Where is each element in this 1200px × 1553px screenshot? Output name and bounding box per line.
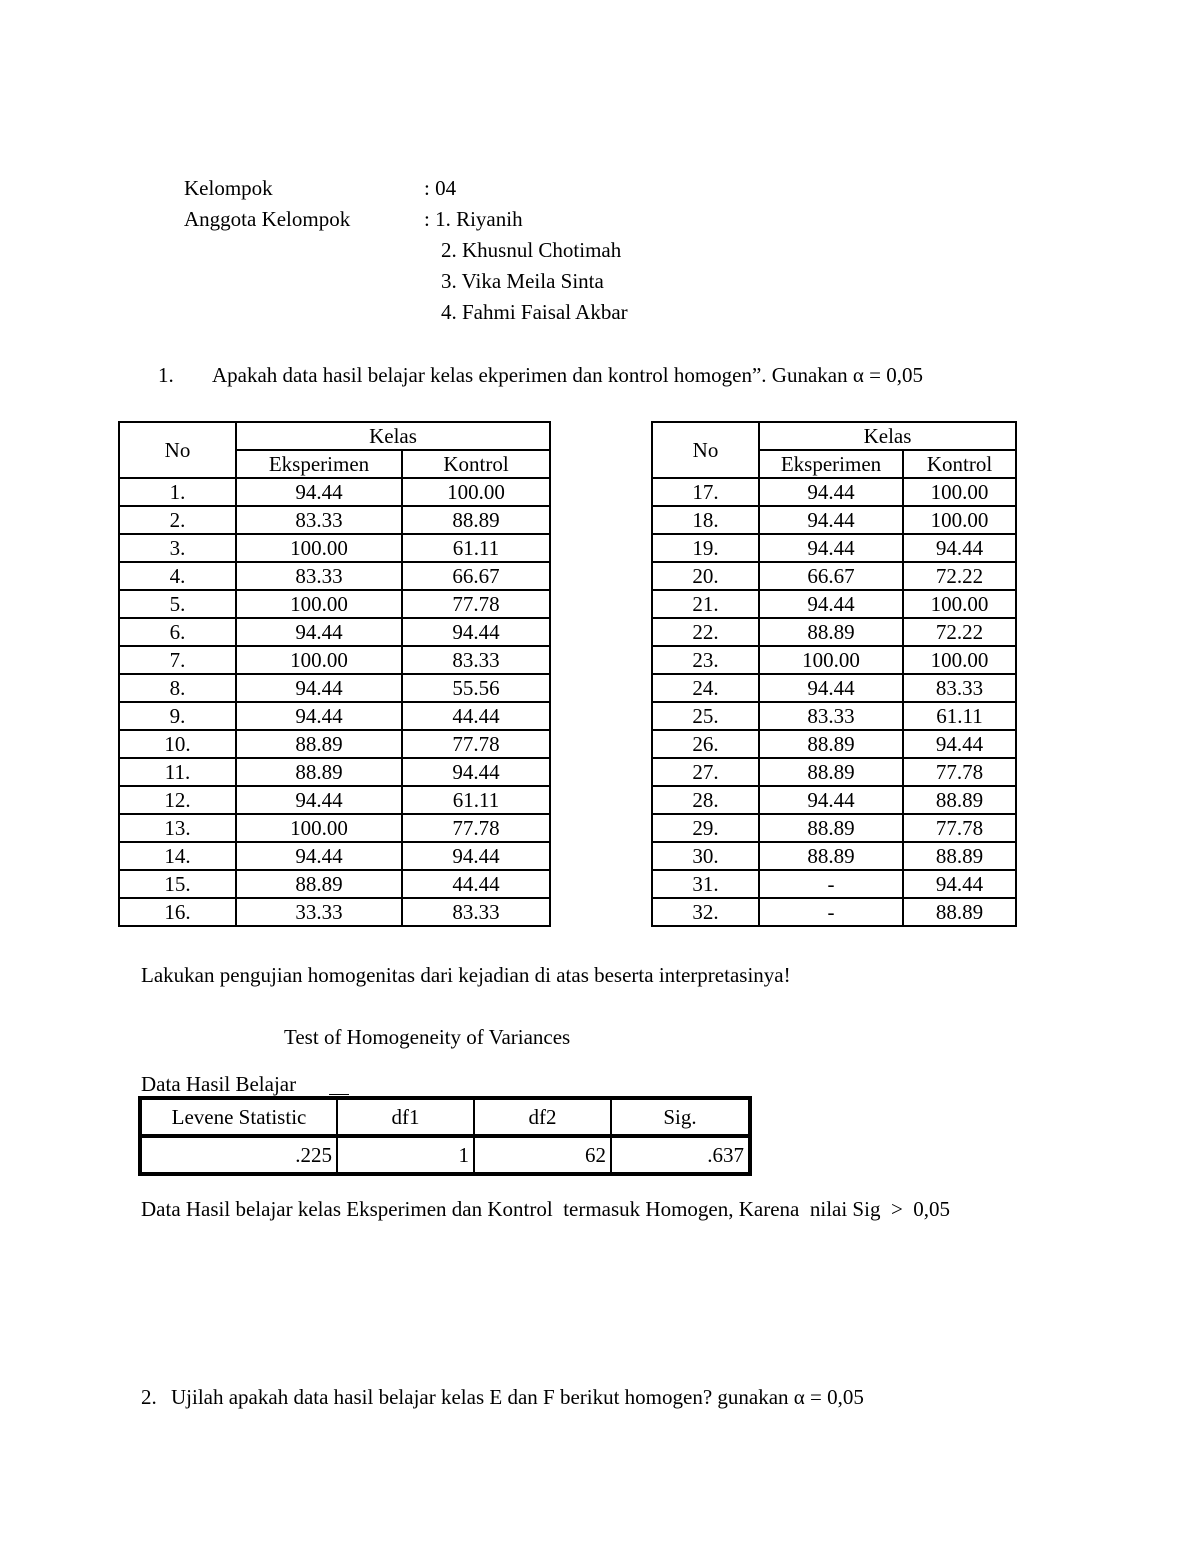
table-row <box>652 842 1016 870</box>
df1-value: 1 <box>337 1136 474 1174</box>
kontrol-value: 77.78 <box>402 730 550 758</box>
row-no: 30. <box>652 842 759 870</box>
eksperimen-value: 94.44 <box>759 534 903 562</box>
member-4: 4. Fahmi Faisal Akbar <box>441 300 628 324</box>
row-no: 3. <box>119 534 236 562</box>
question2-number: 2. <box>141 1385 157 1409</box>
kontrol-value: 83.33 <box>903 674 1016 702</box>
eksperimen-value: 94.44 <box>759 786 903 814</box>
levene-table <box>138 1096 752 1176</box>
row-no: 26. <box>652 730 759 758</box>
member-2: 2. Khusnul Chotimah <box>441 238 622 262</box>
eksperimen-value: 83.33 <box>759 702 903 730</box>
row-no: 5. <box>119 590 236 618</box>
row-no: 24. <box>652 674 759 702</box>
eksperimen-value: 100.00 <box>236 590 402 618</box>
kontrol-value: 61.11 <box>402 786 550 814</box>
table-row <box>652 702 1016 730</box>
table-row <box>652 618 1016 646</box>
col-kontrol-header: Kontrol <box>903 450 1016 478</box>
eksperimen-value: 100.00 <box>236 814 402 842</box>
kontrol-value: 66.67 <box>402 562 550 590</box>
kontrol-value: 94.44 <box>402 758 550 786</box>
row-no: 14. <box>119 842 236 870</box>
table-row <box>652 646 1016 674</box>
df2-value: 62 <box>474 1136 611 1174</box>
data-table-right <box>651 421 1017 927</box>
row-no: 6. <box>119 618 236 646</box>
table-row <box>119 618 550 646</box>
eksperimen-value: - <box>759 870 903 898</box>
table-row <box>652 534 1016 562</box>
row-no: 29. <box>652 814 759 842</box>
table-row <box>119 646 550 674</box>
anggota-label: Anggota Kelompok <box>184 207 351 231</box>
kontrol-value: 55.56 <box>402 674 550 702</box>
row-no: 16. <box>119 898 236 926</box>
table-row <box>119 534 550 562</box>
kontrol-value: 83.33 <box>402 646 550 674</box>
row-no: 13. <box>119 814 236 842</box>
eksperimen-value: 33.33 <box>236 898 402 926</box>
kontrol-value: 88.89 <box>402 506 550 534</box>
row-no: 31. <box>652 870 759 898</box>
kelompok-value: : 04 <box>424 176 457 200</box>
table-row <box>652 730 1016 758</box>
kontrol-value: 88.89 <box>903 786 1016 814</box>
kontrol-value: 77.78 <box>903 758 1016 786</box>
question1-number: 1. <box>158 363 174 387</box>
table-row <box>652 898 1016 926</box>
eksperimen-value: 88.89 <box>759 730 903 758</box>
eksperimen-value: 88.89 <box>759 842 903 870</box>
homogeneity-subtitle: Data Hasil Belajar <box>141 1072 297 1096</box>
table-row <box>119 898 550 926</box>
kontrol-value: 44.44 <box>402 702 550 730</box>
homogeneity-title: Test of Homogeneity of Variances <box>284 1025 571 1049</box>
row-no: 19. <box>652 534 759 562</box>
eksperimen-value: 100.00 <box>759 646 903 674</box>
table-row <box>652 758 1016 786</box>
kontrol-value: 77.78 <box>402 814 550 842</box>
kontrol-value: 94.44 <box>402 842 550 870</box>
table-row <box>119 842 550 870</box>
kelas-header: Kelas <box>236 422 550 450</box>
kontrol-value: 44.44 <box>402 870 550 898</box>
eksperimen-value: 83.33 <box>236 506 402 534</box>
kontrol-value: 100.00 <box>903 590 1016 618</box>
table-row <box>652 562 1016 590</box>
col-kontrol-header: Kontrol <box>402 450 550 478</box>
table-row <box>119 758 550 786</box>
eksperimen-value: 88.89 <box>236 730 402 758</box>
data-table-left <box>118 421 551 927</box>
table-row <box>119 786 550 814</box>
table-row <box>119 674 550 702</box>
table-row <box>119 562 550 590</box>
kontrol-value: 77.78 <box>903 814 1016 842</box>
row-no: 28. <box>652 786 759 814</box>
kontrol-value: 100.00 <box>402 478 550 506</box>
df1-header: df1 <box>337 1098 474 1136</box>
row-no: 2. <box>119 506 236 534</box>
table-row <box>119 814 550 842</box>
table-row <box>119 590 550 618</box>
eksperimen-value: 88.89 <box>236 758 402 786</box>
kontrol-value: 72.22 <box>903 562 1016 590</box>
eksperimen-value: 83.33 <box>236 562 402 590</box>
table-row <box>652 506 1016 534</box>
eksperimen-value: 88.89 <box>759 814 903 842</box>
row-no: 9. <box>119 702 236 730</box>
table-row <box>119 702 550 730</box>
eksperimen-value: 100.00 <box>236 646 402 674</box>
conclusion-text: Data Hasil belajar kelas Eksperimen dan Kontrol termasuk Homogen, Karena nilai Sig > 0,05 <box>141 1197 951 1221</box>
col-no-header: No <box>119 422 236 478</box>
kontrol-value: 83.33 <box>402 898 550 926</box>
eksperimen-value: 94.44 <box>759 590 903 618</box>
row-no: 20. <box>652 562 759 590</box>
member-1: : 1. Riyanih <box>424 207 523 231</box>
row-no: 4. <box>119 562 236 590</box>
eksperimen-value: 94.44 <box>236 674 402 702</box>
subtitle-underline <box>329 1094 349 1095</box>
row-no: 18. <box>652 506 759 534</box>
table-row <box>119 730 550 758</box>
question1-text: Apakah data hasil belajar kelas ekperimen dan kontrol homogen”. Gunakan α = 0,05 <box>212 363 923 387</box>
table-row <box>652 814 1016 842</box>
table-row <box>652 478 1016 506</box>
table-row <box>119 870 550 898</box>
df2-header: df2 <box>474 1098 611 1136</box>
kontrol-value: 100.00 <box>903 478 1016 506</box>
eksperimen-value: 94.44 <box>759 478 903 506</box>
col-eksperimen-header: Eksperimen <box>759 450 903 478</box>
table-row <box>652 870 1016 898</box>
row-no: 7. <box>119 646 236 674</box>
row-no: 21. <box>652 590 759 618</box>
kontrol-value: 94.44 <box>903 534 1016 562</box>
eksperimen-value: 94.44 <box>236 842 402 870</box>
eksperimen-value: 94.44 <box>236 702 402 730</box>
row-no: 11. <box>119 758 236 786</box>
row-no: 25. <box>652 702 759 730</box>
eksperimen-value: 100.00 <box>236 534 402 562</box>
kontrol-value: 61.11 <box>402 534 550 562</box>
levene-header: Levene Statistic <box>140 1098 337 1136</box>
eksperimen-value: 88.89 <box>759 758 903 786</box>
kontrol-value: 94.44 <box>903 730 1016 758</box>
table-row <box>652 674 1016 702</box>
eksperimen-value: 88.89 <box>236 870 402 898</box>
row-no: 8. <box>119 674 236 702</box>
eksperimen-value: 88.89 <box>759 618 903 646</box>
row-no: 27. <box>652 758 759 786</box>
kontrol-value: 88.89 <box>903 898 1016 926</box>
table-row <box>652 786 1016 814</box>
eksperimen-value: 66.67 <box>759 562 903 590</box>
levene-value: .225 <box>140 1136 337 1174</box>
table-row <box>119 506 550 534</box>
instruction-text: Lakukan pengujian homogenitas dari kejadian di atas beserta interpretasinya! <box>141 963 791 987</box>
col-eksperimen-header: Eksperimen <box>236 450 402 478</box>
kontrol-value: 88.89 <box>903 842 1016 870</box>
kelas-header: Kelas <box>759 422 1016 450</box>
sig-header: Sig. <box>611 1098 750 1136</box>
row-no: 22. <box>652 618 759 646</box>
eksperimen-value: - <box>759 898 903 926</box>
kontrol-value: 100.00 <box>903 506 1016 534</box>
member-3: 3. Vika Meila Sinta <box>441 269 604 293</box>
eksperimen-value: 94.44 <box>236 478 402 506</box>
question2-text: Ujilah apakah data hasil belajar kelas E dan F berikut homogen? gunakan α = 0,05 <box>171 1385 864 1409</box>
row-no: 15. <box>119 870 236 898</box>
kontrol-value: 61.11 <box>903 702 1016 730</box>
row-no: 32. <box>652 898 759 926</box>
kontrol-value: 72.22 <box>903 618 1016 646</box>
kontrol-value: 77.78 <box>402 590 550 618</box>
eksperimen-value: 94.44 <box>759 674 903 702</box>
eksperimen-value: 94.44 <box>759 506 903 534</box>
kontrol-value: 94.44 <box>402 618 550 646</box>
kontrol-value: 94.44 <box>903 870 1016 898</box>
eksperimen-value: 94.44 <box>236 786 402 814</box>
row-no: 10. <box>119 730 236 758</box>
row-no: 23. <box>652 646 759 674</box>
eksperimen-value: 94.44 <box>236 618 402 646</box>
kelompok-label: Kelompok <box>184 176 273 200</box>
table-row <box>652 590 1016 618</box>
row-no: 12. <box>119 786 236 814</box>
col-no-header: No <box>652 422 759 478</box>
table-row <box>119 478 550 506</box>
row-no: 1. <box>119 478 236 506</box>
kontrol-value: 100.00 <box>903 646 1016 674</box>
sig-value: .637 <box>611 1136 750 1174</box>
row-no: 17. <box>652 478 759 506</box>
